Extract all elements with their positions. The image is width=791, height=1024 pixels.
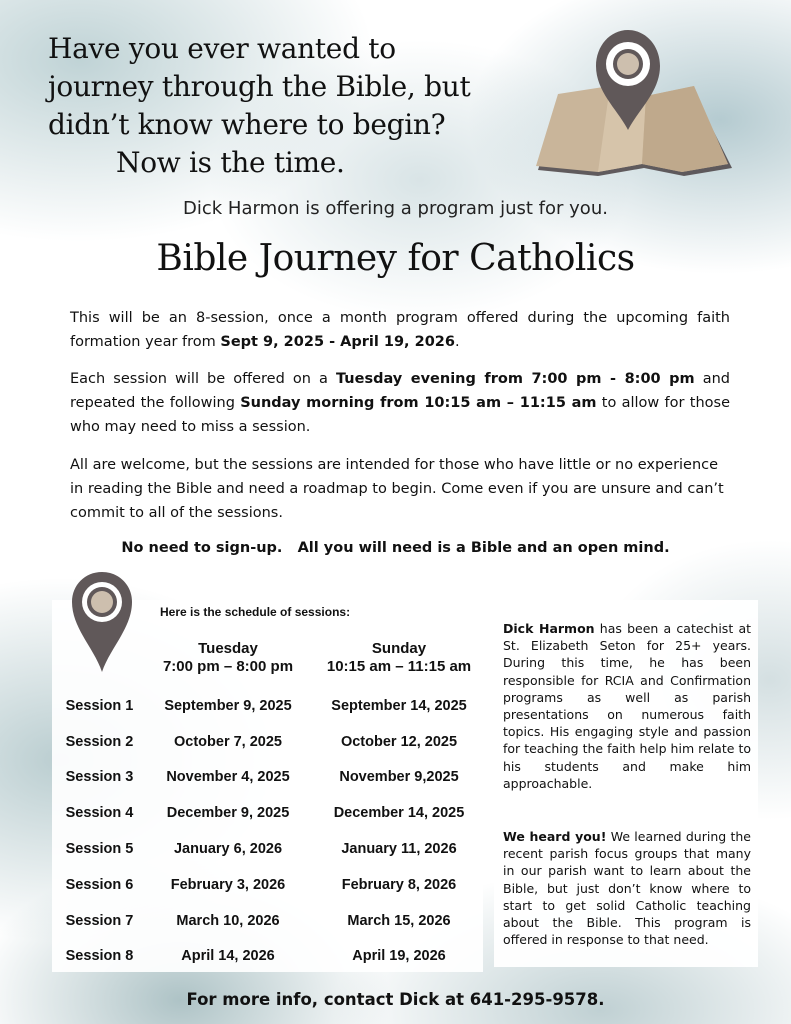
sunday-time-text: Sunday morning from 10:15 am – 11:15 am (240, 395, 597, 411)
table-row (52, 688, 489, 724)
session-label: Session 4 (65, 805, 134, 822)
tuesday-date: January 6, 2026 (173, 841, 283, 858)
header-tuesday: Tuesday 7:00 pm – 8:00 pm (162, 640, 294, 675)
table-row (52, 903, 489, 939)
tuesday-date: February 3, 2026 (170, 876, 286, 893)
signup-note: No need to sign-up. All you will need is a Bible and an open mind. (121, 540, 670, 556)
table-row (52, 867, 489, 903)
session-label: Session 3 (65, 769, 134, 786)
session-label: Session 6 (65, 876, 134, 893)
session-label: Session 8 (65, 948, 134, 965)
map-pin-on-map-icon (518, 20, 738, 180)
paragraph-dates: This will be an 8-session, once a month program offered during the upcoming faith formation year from Sept 9, 2025 - April 19, 2026. (70, 310, 730, 350)
page-title: Bible Journey for Catholics (156, 238, 635, 279)
header-sunday: Sunday 10:15 am – 11:15 am (326, 640, 472, 675)
contact-footer: For more info, contact Dick at 641-295-9578. (186, 990, 605, 1009)
table-row (52, 760, 489, 796)
tuesday-date: December 9, 2025 (166, 805, 290, 822)
sunday-date: January 11, 2026 (341, 841, 457, 858)
headline-line-4: Now is the time. (116, 146, 345, 179)
schedule-header-row (52, 640, 489, 688)
sunday-date: September 14, 2025 (331, 697, 467, 714)
heard-you-lead: We heard you! (503, 829, 607, 844)
tuesday-date: September 9, 2025 (164, 697, 292, 714)
offering-line: Dick Harmon is offering a program just for you. (183, 198, 608, 219)
session-label: Session 5 (65, 841, 134, 858)
schedule-table (52, 640, 489, 974)
headline-line-1: Have you ever wanted to (48, 32, 396, 65)
header-blank (52, 640, 147, 688)
date-range: Sept 9, 2025 - April 19, 2026 (220, 334, 455, 350)
tuesday-date: November 4, 2025 (166, 769, 290, 786)
headline-line-2: journey through the Bible, but (48, 70, 471, 103)
sunday-date: November 9,2025 (339, 769, 459, 786)
table-row (52, 724, 489, 760)
sunday-date: December 14, 2025 (333, 805, 465, 822)
sunday-date: February 8, 2026 (341, 876, 457, 893)
paragraph-times: Each session will be offered on a Tuesday evening from 7:00 pm - 8:00 pm and repeated the following Sunday morning from 10:15 am – 11:15 am to allow for those who may need to miss a session. (70, 371, 730, 435)
schedule-heading: Here is the schedule of sessions: (160, 605, 351, 619)
tuesday-time-text: Tuesday evening from 7:00 pm - 8:00 pm (336, 371, 695, 387)
table-row (52, 831, 489, 867)
headline (48, 30, 568, 182)
sunday-date: October 12, 2025 (340, 733, 458, 750)
paragraph-welcome: All are welcome, but the sessions are intended for those who have little or no experience in reading the Bible and need a roadmap to begin. Come even if you are unsure and can’t commit to all of the sessions. (70, 457, 724, 521)
bio-name: Dick Harmon (503, 621, 595, 636)
sunday-date: March 15, 2026 (347, 912, 451, 929)
session-label: Session 1 (65, 697, 134, 714)
tuesday-date: March 10, 2026 (176, 912, 280, 929)
headline-line-3: didn’t know where to begin? (48, 108, 446, 141)
sunday-date: April 19, 2026 (352, 948, 446, 965)
session-label: Session 2 (65, 733, 134, 750)
heard-you-text: We heard you! We learned during the recent parish focus groups that many in our parish want to learn about the Bible, but just don’t know where to start to get solid Catholic teaching about the Bible. This program is offered in response to that need. (503, 829, 751, 948)
tuesday-date: October 7, 2025 (174, 733, 282, 750)
session-label: Session 7 (65, 912, 134, 929)
table-row (52, 795, 489, 831)
table-row (52, 939, 489, 975)
tuesday-date: April 14, 2026 (181, 948, 275, 965)
bio-text: Dick Harmon has been a catechist at St. Elizabeth Seton for 25+ years. During this time, he has been responsible for RCIA and Confirmation programs as well as parish presentations on numerous faith topics. His engaging style and passion for teaching the faith help him relate to his students and make him approachable. (503, 621, 751, 791)
